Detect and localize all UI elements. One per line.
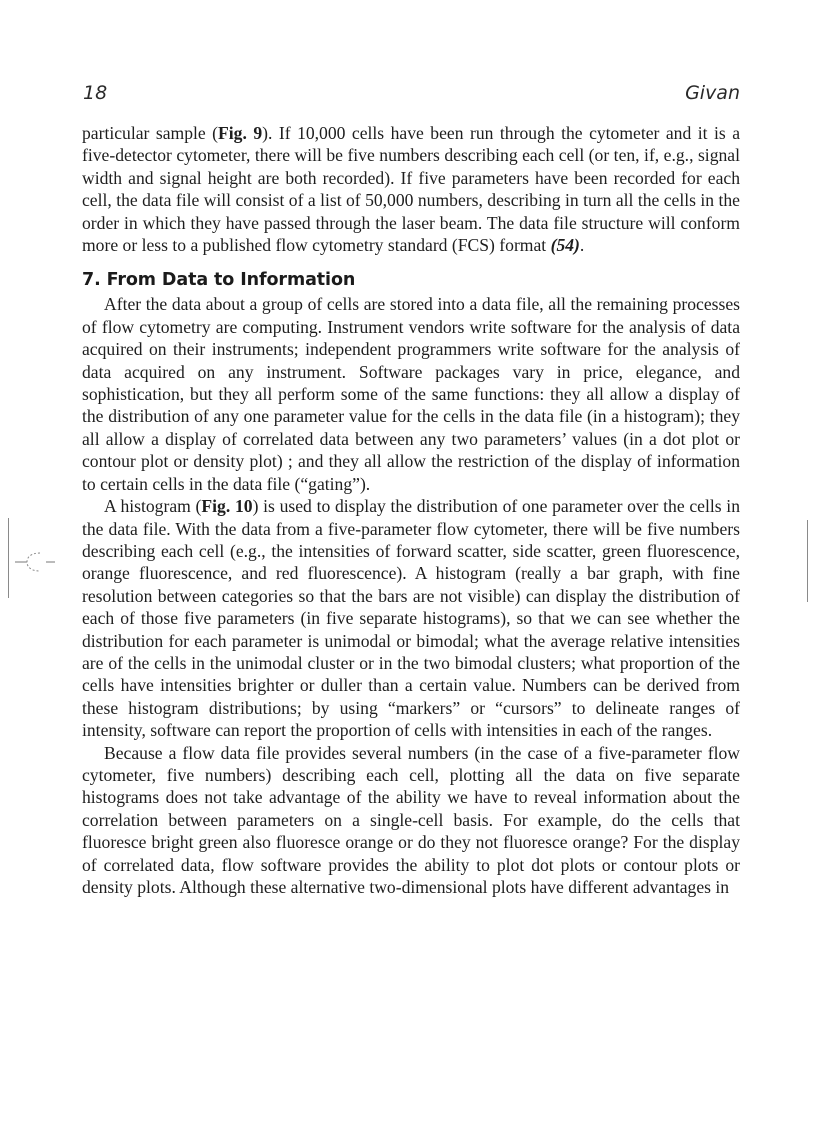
intro-text-3: . bbox=[579, 235, 585, 256]
citation: (54) bbox=[550, 235, 580, 256]
section-heading: 7. From Data to Information bbox=[82, 270, 356, 291]
left-margin-rule bbox=[8, 518, 9, 598]
figure-reference: Fig. 9 bbox=[218, 123, 263, 143]
paragraph-text-2: ) is used to display the distribution of one parameter over the cells in the data file. With the data from a five-parameter flow cytometer, there will be five numbers describing each cell (e.g., the intensities of forward scatter, side scatter, green fluorescence, orange fluorescence, and red fluorescence). A histogram (really a bar graph, with fine resolution between categories so that the bars are not visible) can display the distribution of each of those five parameters (in five separate histograms), so that we can see whether the distribution for each parameter is unimodal or bimodal; what the average relative intensities are of the cells in the unimodal cluster or in the two bimodal clusters; what proportion of the cells have intensities brighter or duller than a certain value. Numbers can be derived from these histogram distributions; by using “markers” or “cursors” to delineate ranges of intensity, software can report the proportion of cells with intensities in each of the ranges. bbox=[82, 496, 740, 741]
figure-reference: Fig. 10 bbox=[201, 496, 253, 517]
right-margin-rule bbox=[807, 520, 808, 602]
margin-clip-icon bbox=[13, 548, 59, 574]
intro-text-2: ). If 10,000 cells have been run through the cytometer and it is a five-detector cytometer, there will be five numbers describing each cell (or ten, if, e.g., signal width and signal height are both recorded). If five parameters have been recorded for each cell, the data file will consist of a list of 50,000 numbers, describing in turn all the cells in the order in which they have passed through the laser beam. The data file structure will conform more or less to a published flow cytometry standard (FCS) format bbox=[82, 123, 741, 256]
running-head: Givan bbox=[685, 82, 740, 104]
page-number: 18 bbox=[83, 82, 108, 104]
body-paragraph bbox=[82, 495, 740, 741]
body-paragraph: Because a flow data file provides several numbers (in the case of a five-parameter flow cytometer, five numbers) describing each cell, plotting all the data on five separate histograms does not take advantage of the ability we have to reveal information about the correlation between parameters on a single-cell basis. For example, do the cells that fluoresce bright green also fluoresce orange or do they not fluoresce orange? For the display of correlated data, flow software provides the ability to plot dot plots or contour plots or density plots. Although these alternative two-dimensional plots have different advantages in bbox=[82, 742, 740, 897]
paragraph-text-1: A histogram ( bbox=[104, 496, 202, 517]
body-paragraph: After the data about a group of cells are stored into a data file, all the remaining processes of flow cytometry are computing. Instrument vendors write software for the analysis of data acquired on their instruments; independent programmers write software for the analysis of data acquired on any instrument. Software packages vary in price, elegance, and sophistication, but they all perform some of the same functions: they all allow a display of the distribution of any one parameter value for the cells in the data file (in a histogram); they all allow a display of correlated data between any two parameters’ values (in a dot plot or contour plot or density plot) ; and they all allow the restriction of the display of information to certain cells in the data file (“gating”). bbox=[82, 294, 740, 494]
intro-text-1: particular sample ( bbox=[82, 123, 219, 143]
intro-paragraph bbox=[82, 122, 740, 256]
page-body bbox=[82, 122, 740, 898]
